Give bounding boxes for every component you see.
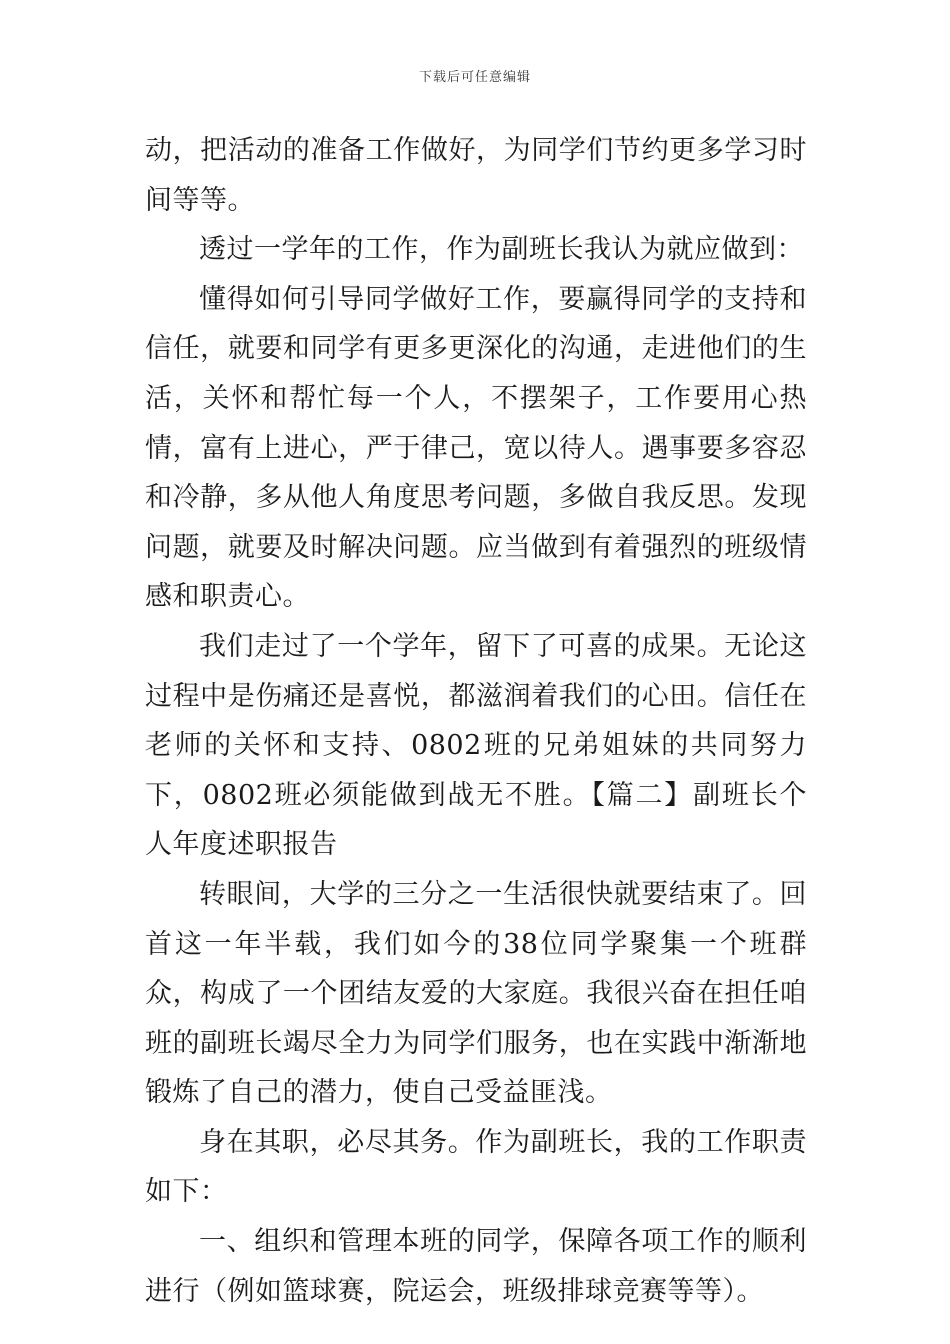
document-body — [145, 126, 807, 1316]
paragraph-continuation: 动，把活动的准备工作做好，为同学们节约更多学习时间等等。 — [145, 135, 807, 216]
paragraph-duties: 懂得如何引导同学做好工作，要赢得同学的支持和信任，就要和同学有更多更深化的沟通，走进他们的生活，关怀和帮忙每一个人，不摆架子，工作要用心热情，富有上进心，严于律己，宽以待人。遇事要多容忍和冷静，多从他人角度思考问题，多做自我反思。发现问题，就要及时解决问题。应当做到有着强烈的班级情感和职责心。 — [145, 283, 807, 613]
header-note: 下载后可任意编辑 — [418, 70, 531, 85]
paragraph-responsibilities: 身在其职，必尽其务。作为副班长，我的工作职责如下： — [145, 1126, 807, 1208]
paragraph-summary-intro: 透过一学年的工作，作为副班长我认为就应做到： — [199, 234, 804, 266]
paragraph-achievements: 我们走过了一个学年，留下了可喜的成果。无论这过程中是伤痛还是喜悦，都滋润着我们的心田。信任在老师的关怀和支持、0802班的兄弟姐妹的共同努力下，0802班必须能做到战无不胜。【篇二】副班长个人年度述职报告 — [145, 630, 807, 861]
paragraph-report-intro: 转眼间，大学的三分之一生活很快就要结束了。回首这一年半载，我们如今的38位同学聚集一个班群众，构成了一个团结友爱的大家庭。我很兴奋在担任咱班的副班长竭尽全力为同学们服务，也在实践中渐渐地锻炼了自己的潜力，使自己受益匪浅。 — [145, 878, 807, 1109]
paragraph-item-one: 一、组织和管理本班的同学，保障各项工作的顺利进行（例如篮球赛，院运会，班级排球竞赛等等）。 — [145, 1226, 807, 1307]
